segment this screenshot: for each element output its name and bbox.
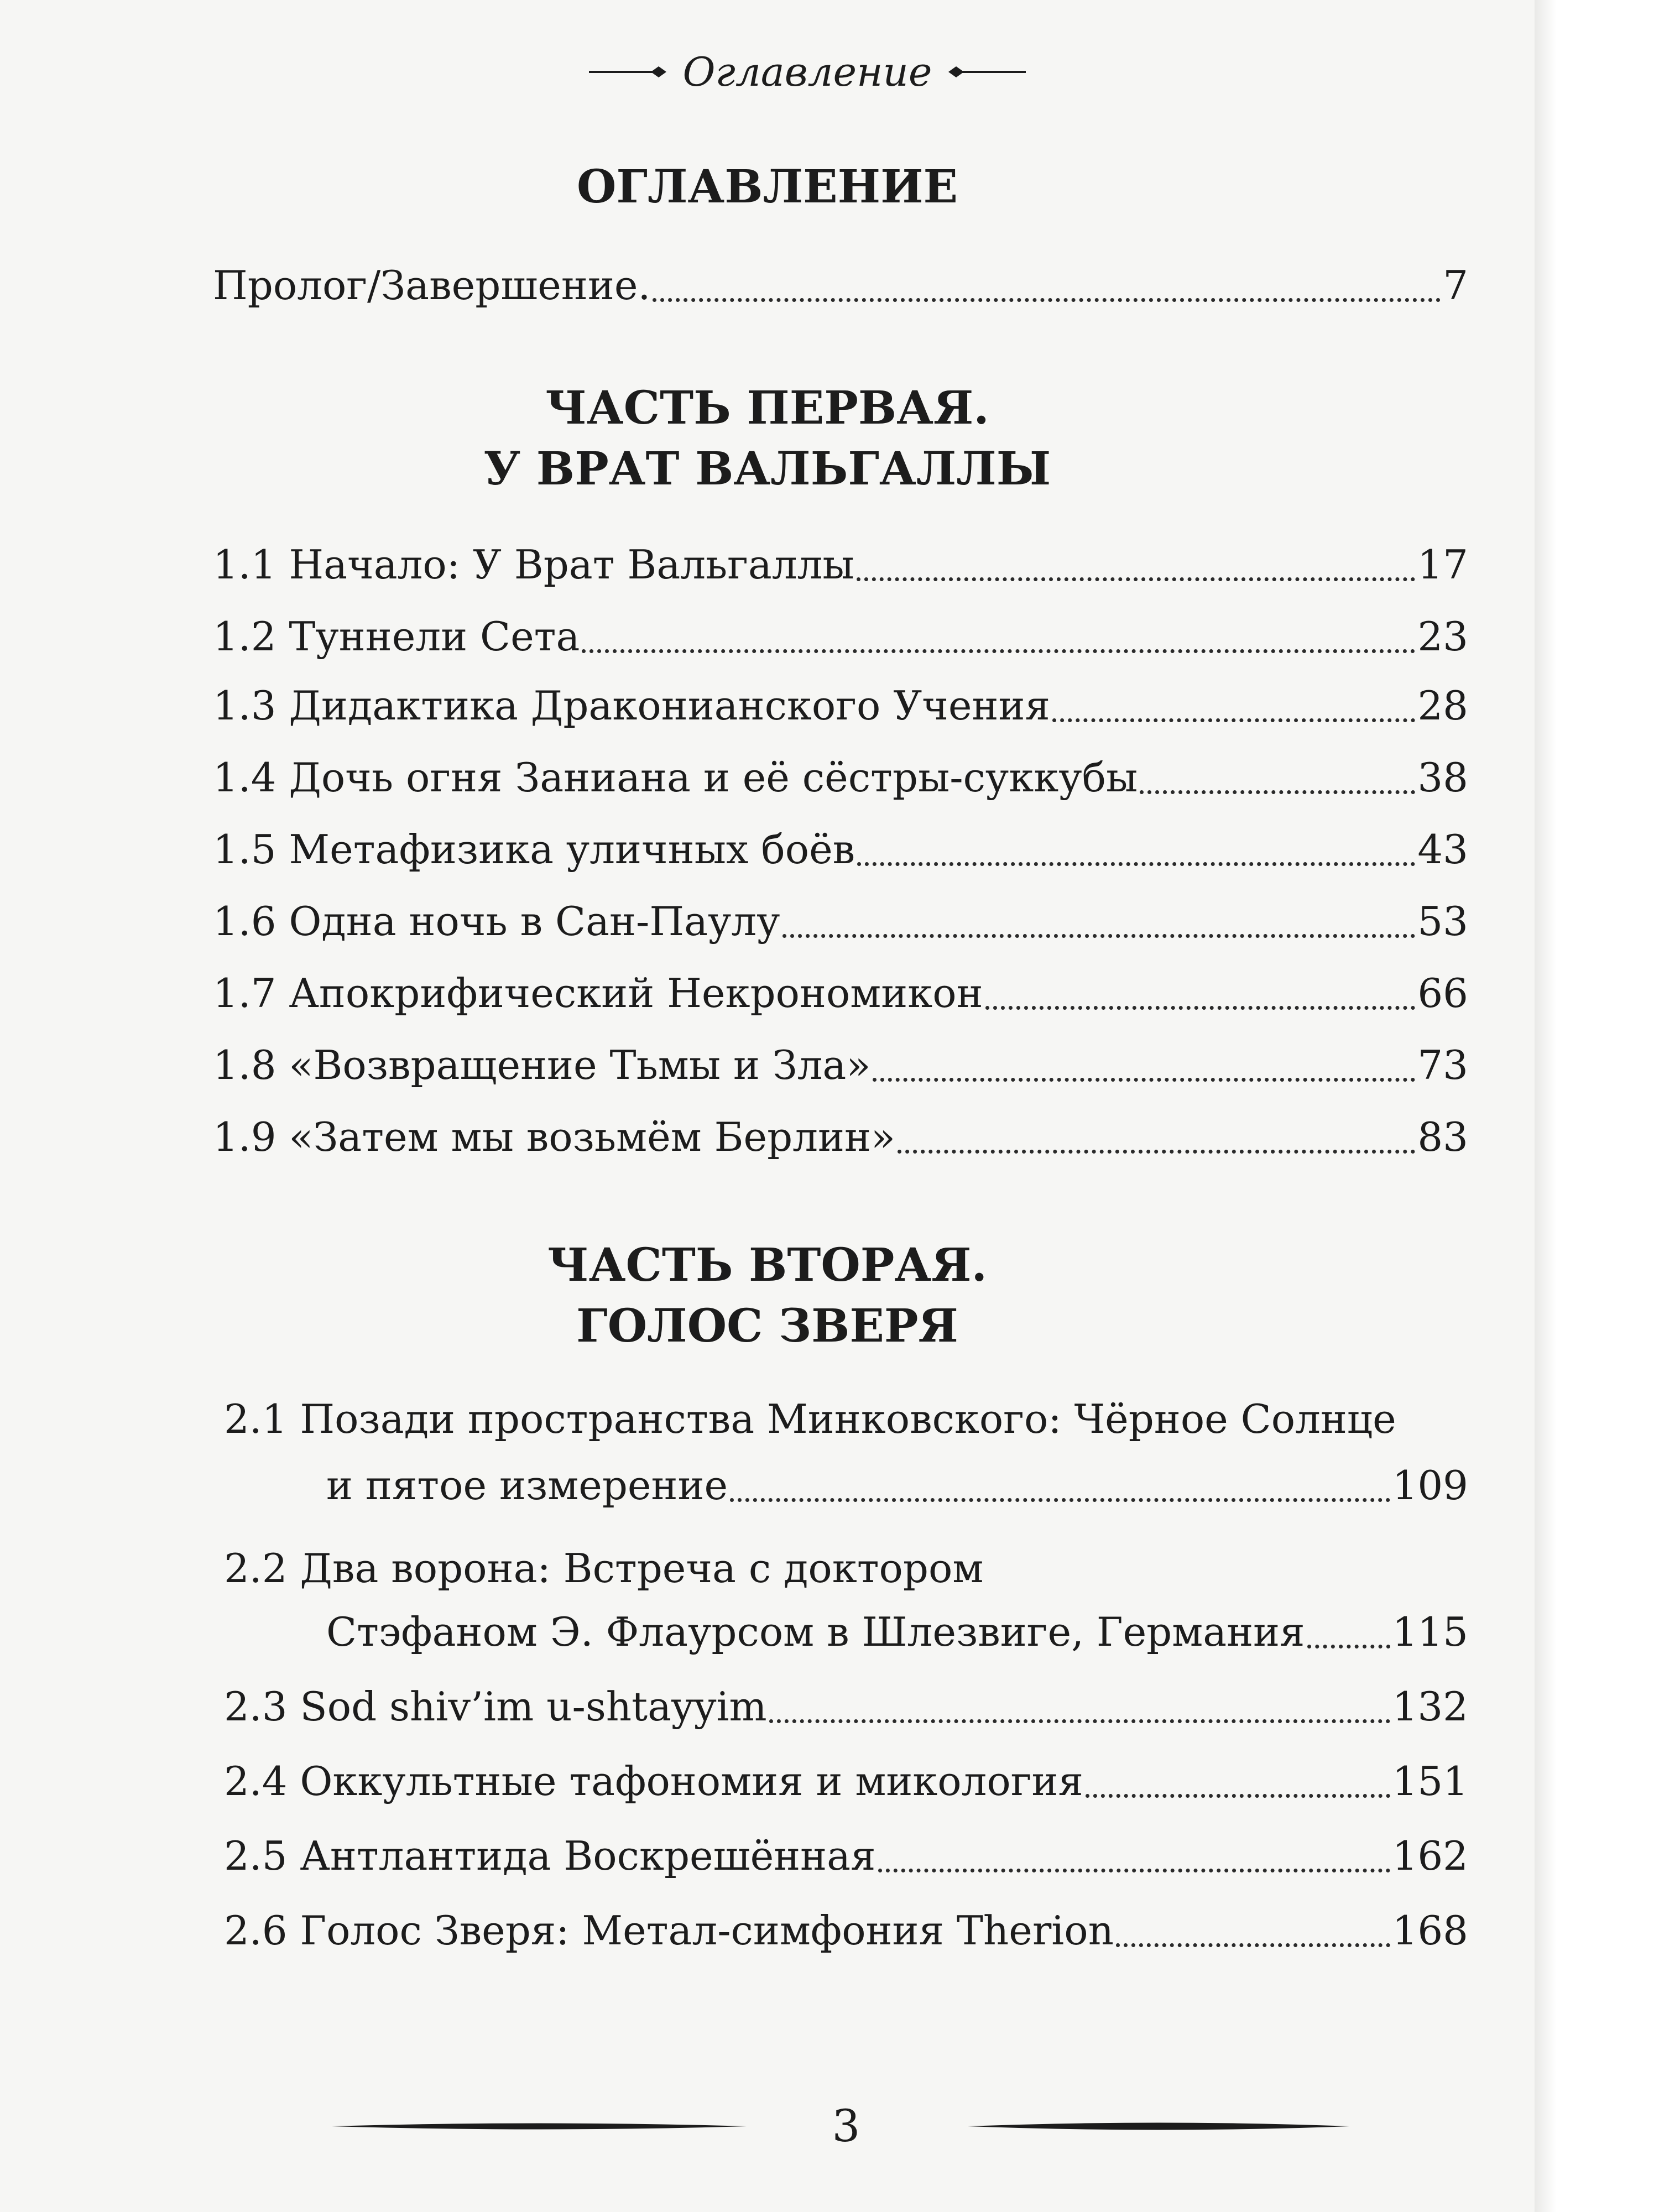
dot-leader xyxy=(1086,1794,1390,1798)
toc-entry[interactable] xyxy=(213,682,1468,729)
toc-entry-page: 53 xyxy=(1417,898,1468,945)
dot-leader xyxy=(1140,790,1415,794)
left-footer-rule-icon xyxy=(332,2118,747,2135)
running-header xyxy=(600,41,1015,102)
toc-entry[interactable] xyxy=(224,1833,1468,1879)
dot-leader xyxy=(873,1078,1415,1082)
part-two-heading-line2: ГОЛОС ЗВЕРЯ xyxy=(576,1300,958,1353)
toc-entry-title: Пролог/Завершение. xyxy=(213,262,651,309)
dot-leader xyxy=(730,1498,1390,1502)
toc-entry-page: 43 xyxy=(1417,826,1468,873)
toc-entry-page: 151 xyxy=(1392,1758,1468,1804)
dot-leader xyxy=(898,1150,1415,1154)
toc-entry-page: 83 xyxy=(1417,1114,1468,1160)
toc-entry-title: 2.3 Sod shiv’im u-shtayyim xyxy=(224,1683,767,1730)
toc-entry-page: 66 xyxy=(1417,970,1468,1016)
toc-entry-title: 1.6 Одна ночь в Сан-Паулу xyxy=(213,898,780,945)
toc-entry[interactable] xyxy=(213,970,1468,1016)
toc-entry-title: 1.8 «Возвращение Тьмы и Зла» xyxy=(213,1042,871,1088)
toc-entry-page: 23 xyxy=(1417,613,1468,660)
toc-entry-page: 28 xyxy=(1417,682,1468,729)
toc-entry-page: 38 xyxy=(1417,754,1468,801)
dot-leader xyxy=(769,1719,1390,1723)
toc-entry[interactable] xyxy=(213,613,1468,660)
toc-entry[interactable] xyxy=(213,541,1468,588)
part-one-heading-line2: У ВРАТ ВАЛЬГАЛЛЫ xyxy=(483,442,1051,495)
toc-entry-first-line: 2.1 Позади пространства Минковского: Чёрное Солнце xyxy=(224,1396,1396,1442)
part-two-heading-line1: ЧАСТЬ ВТОРАЯ. xyxy=(547,1239,988,1292)
toc-entry-title: 1.7 Апокрифический Некрономикон xyxy=(213,970,983,1016)
page-number: 3 xyxy=(832,2100,860,2152)
page-footer xyxy=(0,2096,1535,2157)
dot-leader xyxy=(582,649,1415,653)
toc-entry-page: 73 xyxy=(1417,1042,1468,1088)
page-edge xyxy=(1535,0,1659,2212)
part-one-heading-line1: ЧАСТЬ ПЕРВАЯ. xyxy=(545,382,989,435)
toc-entry-title: 1.9 «Затем мы возьмём Берлин» xyxy=(213,1114,895,1160)
toc-entry-title: 1.4 Дочь огня Заниана и её сёстры-суккубы xyxy=(213,754,1138,801)
dot-leader xyxy=(985,1006,1416,1010)
toc-entry-page: 115 xyxy=(1392,1609,1468,1655)
toc-entry[interactable] xyxy=(224,1907,1468,1954)
toc-entry[interactable] xyxy=(213,754,1468,801)
dot-leader xyxy=(782,934,1416,938)
dot-leader xyxy=(1052,718,1416,722)
dot-leader xyxy=(857,577,1416,581)
toc-entry-title: Стэфаном Э. Флаурсом в Шлезвиге, Германия xyxy=(326,1609,1305,1655)
right-ornament-icon xyxy=(943,55,1026,88)
dot-leader xyxy=(878,1869,1390,1872)
toc-entry-title: 2.5 Антлантида Воскрешённая xyxy=(224,1833,876,1879)
toc-heading: ОГЛАВЛЕНИЕ xyxy=(576,160,958,213)
toc-entry[interactable] xyxy=(213,1114,1468,1160)
dot-leader xyxy=(1307,1645,1390,1648)
toc-entry-first-line: 2.2 Два ворона: Встреча с доктором xyxy=(224,1545,984,1592)
toc-entry[interactable] xyxy=(213,898,1468,945)
dot-leader xyxy=(1116,1943,1390,1947)
dot-leader xyxy=(857,862,1415,866)
left-ornament-icon xyxy=(589,55,672,88)
toc-entry-page: 168 xyxy=(1392,1907,1468,1954)
toc-entry-page: 109 xyxy=(1392,1462,1468,1509)
toc-entry-title: 2.6 Голос Зверя: Метал-симфония Therion xyxy=(224,1907,1114,1954)
toc-entry[interactable] xyxy=(224,1758,1468,1804)
toc-entry[interactable] xyxy=(213,1042,1468,1088)
toc-entry-page: 162 xyxy=(1392,1833,1468,1879)
toc-entry-title: 1.1 Начало: У Врат Вальгаллы xyxy=(213,541,854,588)
toc-entry-page: 17 xyxy=(1417,541,1468,588)
toc-entry-title: 1.3 Дидактика Драконианского Учения xyxy=(213,682,1050,729)
toc-entry-title: 1.5 Метафизика уличных боёв xyxy=(213,826,855,873)
toc-entry-prologue[interactable] xyxy=(213,262,1468,309)
toc-entry-page: 132 xyxy=(1392,1683,1468,1730)
toc-entry[interactable] xyxy=(326,1609,1468,1655)
toc-entry-title: 2.4 Оккультные тафономия и микология xyxy=(224,1758,1083,1804)
right-footer-rule-icon xyxy=(968,2118,1349,2135)
toc-entry[interactable] xyxy=(224,1683,1468,1730)
toc-entry[interactable] xyxy=(326,1462,1468,1509)
dot-leader xyxy=(653,298,1441,302)
running-header-title: Оглавление xyxy=(682,49,932,95)
toc-entry-title: 1.2 Туннели Сета xyxy=(213,613,580,660)
toc-entry[interactable] xyxy=(213,826,1468,873)
toc-entry-title: и пятое измерение xyxy=(326,1462,728,1509)
toc-entry-page: 7 xyxy=(1443,262,1468,309)
